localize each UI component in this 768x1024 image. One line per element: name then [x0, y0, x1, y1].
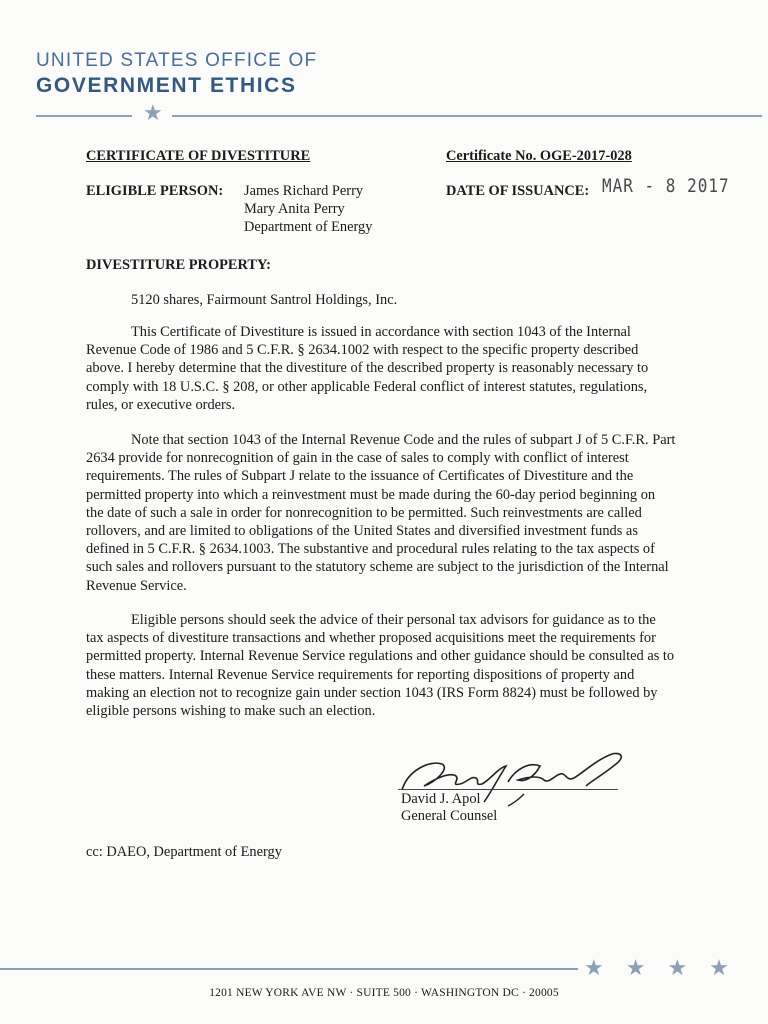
oge-logo: [36, 50, 317, 98]
header-rule-left: [36, 115, 132, 117]
paragraph-2: Note that section 1043 of the Internal Revenue Code and the rules of subpart J of 5 C.F.R. Part 2634 provide for nonrecognition of gain in the case of sales to comply with conflict of interest requirements. The rules of Subpart J relate to the issuance of Certificates of Divestiture and the permitted property into which a reinvestment must be made during the 60-day period beginning on the date of such a sale in order for nonrecognition to be permitted. Such reinvestments are called rollovers, and are limited to obligations of the United States and diversified investment funds as defined in 5 C.F.R. § 2634.1003. The substantive and procedural rules relating to the tax aspects of such sales and rollovers pursuant to the statutory scheme are subject to the jurisdiction of the Internal Revenue Service.: [86, 432, 676, 594]
paragraph-1: This Certificate of Divestiture is issued in accordance with section 1043 of the Internal Revenue Code of 1986 and 5 C.F.R. § 2634.1002 with respect to the specific property described above. I hereby determine that the divestiture of the described property is reasonably necessary to comply with 18 U.S.C. § 208, or other applicable Federal conflict of interest statutes, regulations, rules, or executive orders.: [86, 324, 649, 413]
footer-rule: [0, 968, 578, 970]
divestiture-property-value: 5120 shares, Fairmount Santrol Holdings, Inc.: [131, 292, 398, 308]
footer-address: 1201 NEW YORK AVE NW · SUITE 500 · WASHINGTON DC · 20005: [209, 987, 559, 999]
eligible-person-label: ELIGIBLE PERSON:: [86, 183, 224, 199]
eligible-person-1: James Richard Perry: [244, 183, 364, 199]
date-of-issuance-label: DATE OF ISSUANCE:: [446, 183, 590, 199]
signer-title: General Counsel: [401, 808, 498, 824]
date-stamp: MAR - 8 2017: [602, 174, 730, 197]
certificate-number: Certificate No. OGE-2017-028: [446, 148, 632, 164]
header-rule-right: [172, 115, 762, 117]
paragraph-3: Eligible persons should seek the advice of their personal tax advisors for guidance as to the tax aspects of divestiture transactions and whether proposed acquisitions meet the requirements for permitted property. Internal Revenue Service regulations and other guidance should be consulted as to these matters. Internal Revenue Service requirements for reporting dispositions of property and making an election not to recognize gain under section 1043 (IRS Form 8824) must be followed by eligible persons wishing to make such an election.: [86, 612, 675, 720]
divestiture-property-label: DIVESTITURE PROPERTY:: [86, 257, 271, 273]
signer-name: David J. Apol: [401, 791, 481, 807]
logo-line-1: UNITED STATES OFFICE OF: [36, 50, 318, 71]
star-icon: ★: [143, 100, 163, 125]
eligible-person-agency: Department of Energy: [244, 219, 373, 235]
certificate-title: CERTIFICATE OF DIVESTITURE: [86, 148, 311, 164]
footer-stars-icon: ★★★★: [584, 955, 751, 980]
eligible-person-2: Mary Anita Perry: [244, 201, 345, 217]
cc-line: cc: DAEO, Department of Energy: [86, 844, 282, 860]
logo-line-2: GOVERNMENT ETHICS: [36, 74, 297, 97]
